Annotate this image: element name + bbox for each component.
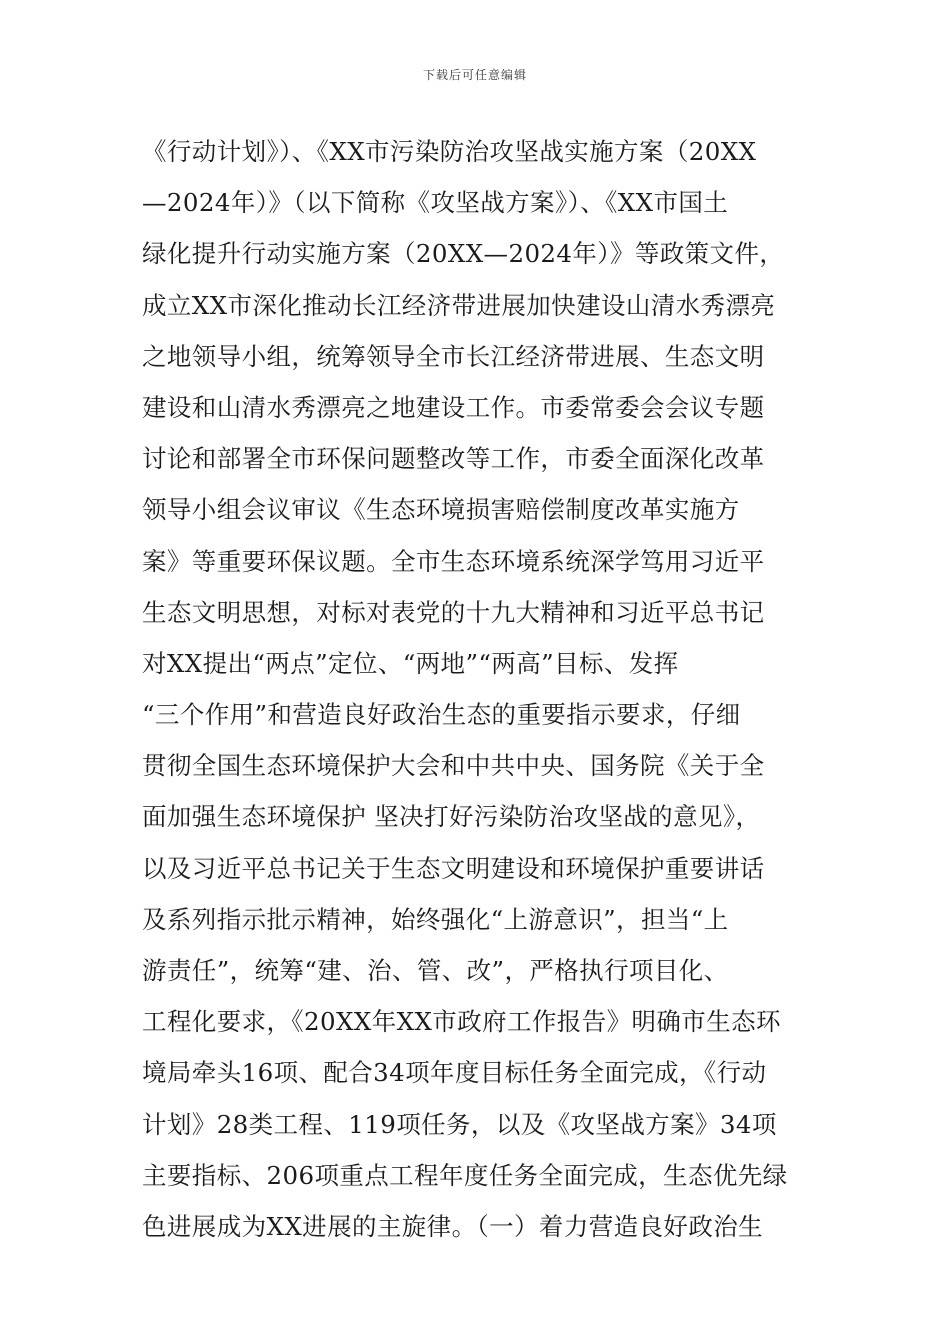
text-line: 游责任”，统筹“建、治、管、改”，严格执行项目化、 <box>142 956 729 985</box>
text-line: —2024年）》（以下简称《攻坚战方案》）、《XX市国土 <box>142 188 729 218</box>
text-line: 成立XX市深化推动长江经济带进展加快建设山清水秀漂亮 <box>142 290 776 320</box>
text-line: 建设和山清水秀漂亮之地建设工作。市委常委会会议专题 <box>142 392 765 422</box>
text-line: 境局牵头16项、配合34项年度目标任务全面完成，《行动 <box>142 1058 767 1088</box>
text-line: 计划》28类工程、119项任务，以及《攻坚战方案》34项 <box>142 1109 777 1139</box>
text-line: 领导小组会议审议《生态环境损害赔偿制度改革实施方 <box>142 495 740 525</box>
text-line: 生态文明思想，对标对表党的十九大精神和习近平总书记 <box>142 597 765 627</box>
text-line: 《行动计划》）、《XX市污染防治攻坚战实施方案（20XX <box>142 137 757 166</box>
text-line: 绿化提升行动实施方案（20XX—2024年）》等政策文件， <box>142 239 785 269</box>
text-line: 工程化要求，《20XX年XX市政府工作报告》明确市生态环 <box>142 1007 781 1037</box>
text-line: 及系列指示批示精神，始终强化“上游意识”，担当“上 <box>142 904 729 934</box>
text-line: 以及习近平总书记关于生态文明建设和环境保护重要讲话 <box>142 853 765 883</box>
text-line: 色进展成为XX进展的主旋律。（一）着力营造良好政治生 <box>142 1211 764 1241</box>
text-line: 案》等重要环保议题。全市生态环境系统深学笃用习近平 <box>142 546 765 576</box>
document-body <box>142 126 822 1252</box>
page-header: 下载后可任意编辑 <box>422 68 527 82</box>
text-line: 贯彻全国生态环境保护大会和中共中央、国务院《关于全 <box>142 751 765 781</box>
text-line: 对XX提出“两点”定位、“两地”“两高”目标、发挥 <box>142 648 679 678</box>
text-line: 之地领导小组，统筹领导全市长江经济带进展、生态文明 <box>142 341 765 371</box>
text-line: 讨论和部署全市环保问题整改等工作，市委全面深化改革 <box>142 444 765 474</box>
text-line: 面加强生态环境保护 坚决打好污染防治攻坚战的意见》， <box>142 802 761 832</box>
text-line: 主要指标、206项重点工程年度任务全面完成，生态优先绿 <box>142 1160 788 1190</box>
text-line: “三个作用”和营造良好政治生态的重要指示要求，仔细 <box>142 700 741 730</box>
